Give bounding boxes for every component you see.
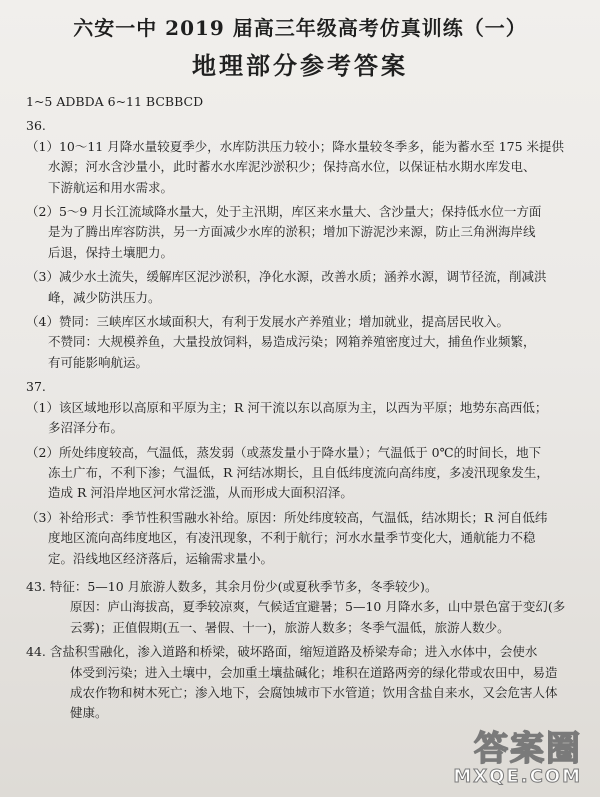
q37-p3-line3: 定。沿线地区经济落后，运输需求量小。 (48, 550, 274, 566)
q43-line1: 43. 特征：5—10 月旅游人数多，其余月份少(或夏秋季节多，冬季较少)。 (26, 578, 438, 594)
q36-p3-line2: 峰，减少防洪压力。 (48, 289, 161, 305)
q37-p2-line3: 造成 R 河沿岸地区河水常泛滥，从而形成大面积沼泽。 (48, 485, 353, 501)
q36-p2-line1: （2）5～9 月长江流域降水量大，处于主汛期，库区来水量大、含沙量大；保持低水位一方面 (26, 204, 542, 220)
q37-number: 37. (26, 379, 46, 395)
watermark-logo (390, 719, 590, 789)
q36-p1-line2: 水源；河水含沙量小，此时蓄水水库泥沙淤积少；保持高水位，以保证枯水期水库发电、 (48, 159, 536, 175)
choice-answers: 1~5 ADBDA 6~11 BCBBCD (26, 94, 204, 109)
q36-p2-line2: 是为了腾出库容防洪，另一方面减少水库的淤积；增加下游泥沙来源，防止三角洲海岸线 (48, 224, 536, 240)
document-title: 六安一中 2019 届高三年级高考仿真训练（一） (73, 16, 527, 40)
q36-p4-line1: （4）赞同：三峡库区水域面积大，有利于发展水产养殖业；增加就业，提高居民收入。 (26, 314, 509, 330)
q37-p3-line1: （3）补给形式：季节性积雪融水补给。原因：所处纬度较高，气温低，结冰期长；R 河自低纬 (26, 509, 548, 525)
document-subtitle: 地理部分参考答案 (192, 51, 408, 80)
q37-p1-line2: 多沼泽分布。 (48, 420, 124, 436)
q37-p3-line2: 度地区流向高纬度地区，有凌汛现象，不利于航行；河水水量季节变化大，通航能力不稳 (48, 530, 536, 546)
q37-p2-line1: （2）所处纬度较高，气温低，蒸发弱（或蒸发量小于降水量）；气温低于 0℃的时间长，地下 (26, 444, 542, 460)
watermark-text: 答案圈 (474, 729, 582, 769)
q44-line4: 健康。 (70, 705, 108, 721)
q44-line1: 44. 含盐积雪融化，渗入道路和桥梁，破坏路面，缩短道路及桥梁寿命；进入水体中，会使水 (26, 644, 538, 660)
watermark-url: MXQE.COM (453, 766, 582, 787)
q43-line2: 原因：庐山海拔高，夏季较凉爽，气候适宜避暑；5—10 月降水多，山中景色富于变幻(多 (70, 599, 566, 615)
q44-line2: 体受到污染；进入土壤中，会加重土壤盐碱化；堆积在道路两旁的绿化带或农田中，易造 (70, 664, 558, 680)
q36-p4-line3: 有可能影响航运。 (48, 354, 149, 370)
q36-p3-line1: （3）减少水土流失，缓解库区泥沙淤积，净化水源，改善水质；涵养水源，调节径流，削减洪 (26, 269, 547, 285)
q37-p2-line2: 冻土广布，不利下渗；气温低，R 河结冰期长，且自低纬度流向高纬度，多凌汛现象发生， (48, 464, 549, 480)
q36-p1-line3: 下游航运和用水需求。 (48, 179, 174, 195)
q36-p4-line2: 不赞同：大规模养鱼，大量投放饲料，易造成污染；网箱养殖密度过大，捕鱼作业频繁， (48, 334, 536, 350)
q36-p2-line3: 后退，保持土壤肥力。 (48, 244, 174, 260)
q37-p1-line1: （1）该区域地形以高原和平原为主；R 河干流以东以高原为主，以西为平原；地势东高西低； (26, 399, 548, 415)
answer-content (26, 92, 582, 724)
q36-number: 36. (26, 118, 46, 134)
q43-line3: 云雾)；正值假期(五一、暑假、十一)，旅游人数多；冬季气温低，旅游人数少。 (70, 619, 510, 635)
q36-p1-line1: （1）10～11 月降水量较夏季少，水库防洪压力较小；降水量较冬季多，能为蓄水至 175 米提供 (26, 138, 565, 154)
q44-line3: 成农作物和树木死亡；渗入地下，会腐蚀城市下水管道；饮用含盐自来水，又会危害人体 (70, 684, 558, 700)
